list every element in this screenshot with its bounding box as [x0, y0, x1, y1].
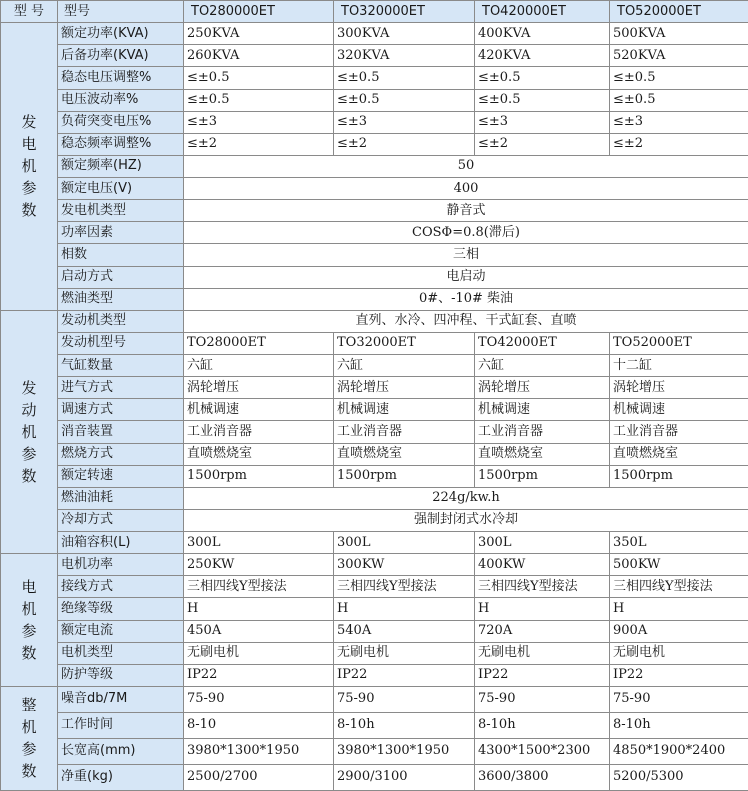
table-row: [1, 355, 748, 377]
param-label: 额定电流: [58, 620, 184, 642]
param-value-model-1: ≤±0.5: [184, 67, 334, 89]
table-row: [1, 155, 748, 177]
param-label: 消音装置: [58, 421, 184, 443]
table-row: [1, 332, 748, 354]
table-row: [1, 377, 748, 399]
param-value-shared: 0#、-10# 柴油: [184, 288, 748, 310]
param-label: 后备功率(KVA): [58, 45, 184, 67]
param-value-model-4: ≤±0.5: [610, 67, 748, 89]
table-row: [1, 738, 748, 764]
param-value-model-4: 直喷燃烧室: [610, 443, 748, 465]
param-value-model-1: 工业消音器: [184, 421, 334, 443]
table-row: [1, 712, 748, 738]
param-value-model-1: 六缸: [184, 355, 334, 377]
table-row: [1, 133, 748, 155]
param-value-model-2: 300KVA: [334, 23, 475, 45]
table-row: [1, 764, 748, 790]
param-label: 绝缘等级: [58, 598, 184, 620]
table-row: [1, 200, 748, 222]
param-value-model-2: 1500rpm: [334, 465, 475, 487]
param-value-model-1: ≤±2: [184, 133, 334, 155]
param-label: 燃烧方式: [58, 443, 184, 465]
param-value-model-3: 机械调速: [475, 399, 610, 421]
table-row: [1, 554, 748, 576]
param-value-model-2: 涡轮增压: [334, 377, 475, 399]
table-row: [1, 620, 748, 642]
param-value-model-3: 400KW: [475, 554, 610, 576]
table-row: [1, 244, 748, 266]
table-row: [1, 67, 748, 89]
param-value-shared: 三相: [184, 244, 748, 266]
table-row: [1, 576, 748, 598]
param-value-model-2: ≤±2: [334, 133, 475, 155]
param-value-model-4: ≤±2: [610, 133, 748, 155]
param-value-model-4: 三相四线Y型接法: [610, 576, 748, 598]
param-value-model-1: 无刷电机: [184, 642, 334, 664]
table-row: [1, 509, 748, 531]
param-value-shared: 400: [184, 178, 748, 200]
param-label: 发动机型号: [58, 332, 184, 354]
param-value-model-3: 3600/3800: [475, 764, 610, 790]
param-value-model-2: ≤±0.5: [334, 67, 475, 89]
param-value-model-4: H: [610, 598, 748, 620]
param-value-model-2: ≤±3: [334, 111, 475, 133]
table-row: [1, 111, 748, 133]
param-value-model-4: 350L: [610, 532, 748, 554]
param-label: 工作时间: [58, 712, 184, 738]
table-row: [1, 421, 748, 443]
param-value-model-1: 450A: [184, 620, 334, 642]
param-value-model-1: 1500rpm: [184, 465, 334, 487]
param-value-model-4: 无刷电机: [610, 642, 748, 664]
param-value-model-2: 300KW: [334, 554, 475, 576]
param-value-shared: 224g/kw.h: [184, 487, 748, 509]
table-row: [1, 288, 748, 310]
param-value-model-1: 直喷燃烧室: [184, 443, 334, 465]
param-label: 进气方式: [58, 377, 184, 399]
param-value-model-3: 六缸: [475, 355, 610, 377]
param-value-model-2: 直喷燃烧室: [334, 443, 475, 465]
param-value-model-2: H: [334, 598, 475, 620]
param-value-model-2: 300L: [334, 532, 475, 554]
param-value-model-4: 4850*1900*2400: [610, 738, 748, 764]
table-row: [1, 443, 748, 465]
param-label: 稳态频率调整%: [58, 133, 184, 155]
param-value-model-2: 三相四线Y型接法: [334, 576, 475, 598]
param-label: 燃油类型: [58, 288, 184, 310]
param-value-model-3: 直喷燃烧室: [475, 443, 610, 465]
param-value-shared: 50: [184, 155, 748, 177]
table-row: [1, 45, 748, 67]
param-label: 负荷突变电压%: [58, 111, 184, 133]
table-row: [1, 266, 748, 288]
table-row: [1, 399, 748, 421]
param-value-shared: COSΦ=0.8(滞后): [184, 222, 748, 244]
param-value-model-4: 机械调速: [610, 399, 748, 421]
param-value-model-2: 8-10h: [334, 712, 475, 738]
param-label: 功率因素: [58, 222, 184, 244]
param-value-model-4: 500KW: [610, 554, 748, 576]
param-value-model-1: 260KVA: [184, 45, 334, 67]
table-row: [1, 532, 748, 554]
param-value-model-3: 75-90: [475, 686, 610, 712]
model-header-2: TO320000ET: [334, 1, 475, 23]
section-title-text: 发动机参数: [21, 378, 37, 485]
param-value-model-3: ≤±2: [475, 133, 610, 155]
param-label: 发动机类型: [58, 310, 184, 332]
param-value-model-1: 250KW: [184, 554, 334, 576]
param-value-model-2: 320KVA: [334, 45, 475, 67]
table-row: [1, 686, 748, 712]
param-value-shared: 直列、水冷、四冲程、干式缸套、直喷: [184, 310, 748, 332]
param-value-model-4: 1500rpm: [610, 465, 748, 487]
param-value-model-4: ≤±3: [610, 111, 748, 133]
param-value-model-1: H: [184, 598, 334, 620]
param-value-model-3: 720A: [475, 620, 610, 642]
param-label: 额定电压(V): [58, 178, 184, 200]
param-value-model-3: 8-10h: [475, 712, 610, 738]
table-row: [1, 178, 748, 200]
param-value-model-2: 无刷电机: [334, 642, 475, 664]
param-label: 电机功率: [58, 554, 184, 576]
param-value-model-3: 400KVA: [475, 23, 610, 45]
param-value-model-4: 十二缸: [610, 355, 748, 377]
model-header-3: TO420000ET: [475, 1, 610, 23]
param-label: 相数: [58, 244, 184, 266]
param-value-model-3: 涡轮增压: [475, 377, 610, 399]
param-value-model-4: 5200/5300: [610, 764, 748, 790]
param-label: 电机类型: [58, 642, 184, 664]
param-value-model-3: 420KVA: [475, 45, 610, 67]
model-row-label: 型号: [58, 1, 184, 23]
param-value-model-3: 1500rpm: [475, 465, 610, 487]
param-value-model-1: 250KVA: [184, 23, 334, 45]
section-title-text: 发电机参数: [21, 113, 37, 220]
param-value-model-4: 工业消音器: [610, 421, 748, 443]
param-value-model-1: TO28000ET: [184, 332, 334, 354]
param-value-model-1: 三相四线Y型接法: [184, 576, 334, 598]
table-row: [1, 222, 748, 244]
table-row: [1, 465, 748, 487]
param-value-model-2: 540A: [334, 620, 475, 642]
param-value-model-4: ≤±0.5: [610, 89, 748, 111]
section-title-engine: [1, 310, 58, 553]
section-title-text: 整机参数: [21, 696, 37, 781]
param-value-model-1: 2500/2700: [184, 764, 334, 790]
table-row: [1, 487, 748, 509]
param-label: 稳态电压调整%: [58, 67, 184, 89]
param-value-model-2: 3980*1300*1950: [334, 738, 475, 764]
param-label: 油箱容积(L): [58, 532, 184, 554]
param-value-model-1: 3980*1300*1950: [184, 738, 334, 764]
param-value-model-3: H: [475, 598, 610, 620]
param-value-model-3: TO42000ET: [475, 332, 610, 354]
param-label: 燃油油耗: [58, 487, 184, 509]
param-value-model-2: IP22: [334, 664, 475, 686]
section-title-unit: [1, 686, 58, 790]
param-value-model-3: 4300*1500*2300: [475, 738, 610, 764]
section-title-generator: [1, 23, 58, 311]
param-value-model-2: TO32000ET: [334, 332, 475, 354]
param-value-model-2: 机械调速: [334, 399, 475, 421]
param-value-shared: 静音式: [184, 200, 748, 222]
table-row: [1, 310, 748, 332]
param-value-model-1: ≤±0.5: [184, 89, 334, 111]
param-label: 启动方式: [58, 266, 184, 288]
param-label: 接线方式: [58, 576, 184, 598]
param-value-model-4: 520KVA: [610, 45, 748, 67]
header-row: [1, 1, 748, 23]
param-label: 净重(kg): [58, 764, 184, 790]
param-label: 噪音db/7M: [58, 686, 184, 712]
param-value-model-3: IP22: [475, 664, 610, 686]
param-label: 额定转速: [58, 465, 184, 487]
param-label: 调速方式: [58, 399, 184, 421]
param-value-model-2: 2900/3100: [334, 764, 475, 790]
param-value-model-3: 工业消音器: [475, 421, 610, 443]
section-title-text: 电机参数: [21, 578, 37, 662]
param-label: 冷却方式: [58, 509, 184, 531]
param-value-model-1: ≤±3: [184, 111, 334, 133]
param-value-model-1: 涡轮增压: [184, 377, 334, 399]
model-header-1: TO280000ET: [184, 1, 334, 23]
param-label: 长宽高(mm): [58, 738, 184, 764]
table-row: [1, 642, 748, 664]
param-label: 额定频率(HZ): [58, 155, 184, 177]
param-value-model-4: 涡轮增压: [610, 377, 748, 399]
param-value-model-4: TO52000ET: [610, 332, 748, 354]
param-value-model-4: 75-90: [610, 686, 748, 712]
param-value-model-1: 机械调速: [184, 399, 334, 421]
param-value-model-3: 无刷电机: [475, 642, 610, 664]
param-value-model-4: 900A: [610, 620, 748, 642]
section-title-motor: [1, 554, 58, 687]
param-value-model-3: 300L: [475, 532, 610, 554]
param-value-shared: 强制封闭式水冷却: [184, 509, 748, 531]
table-row: [1, 598, 748, 620]
param-value-model-2: ≤±0.5: [334, 89, 475, 111]
param-value-shared: 电启动: [184, 266, 748, 288]
param-value-model-4: 500KVA: [610, 23, 748, 45]
table-row: [1, 664, 748, 686]
param-value-model-3: ≤±0.5: [475, 89, 610, 111]
param-value-model-1: 75-90: [184, 686, 334, 712]
param-label: 气缸数量: [58, 355, 184, 377]
param-value-model-2: 工业消音器: [334, 421, 475, 443]
param-label: 发电机类型: [58, 200, 184, 222]
param-value-model-4: 8-10h: [610, 712, 748, 738]
param-value-model-4: IP22: [610, 664, 748, 686]
param-value-model-1: 8-10: [184, 712, 334, 738]
param-label: 电压波动率%: [58, 89, 184, 111]
param-label: 防护等级: [58, 664, 184, 686]
param-value-model-2: 75-90: [334, 686, 475, 712]
param-value-model-3: ≤±0.5: [475, 67, 610, 89]
table-row: [1, 89, 748, 111]
param-value-model-2: 六缸: [334, 355, 475, 377]
model-header-4: TO520000ET: [610, 1, 748, 23]
param-value-model-1: 300L: [184, 532, 334, 554]
param-value-model-1: IP22: [184, 664, 334, 686]
param-value-model-3: 三相四线Y型接法: [475, 576, 610, 598]
param-label: 额定功率(KVA): [58, 23, 184, 45]
param-value-model-3: ≤±3: [475, 111, 610, 133]
table-row: [1, 23, 748, 45]
corner-label: 型 号: [1, 1, 58, 23]
